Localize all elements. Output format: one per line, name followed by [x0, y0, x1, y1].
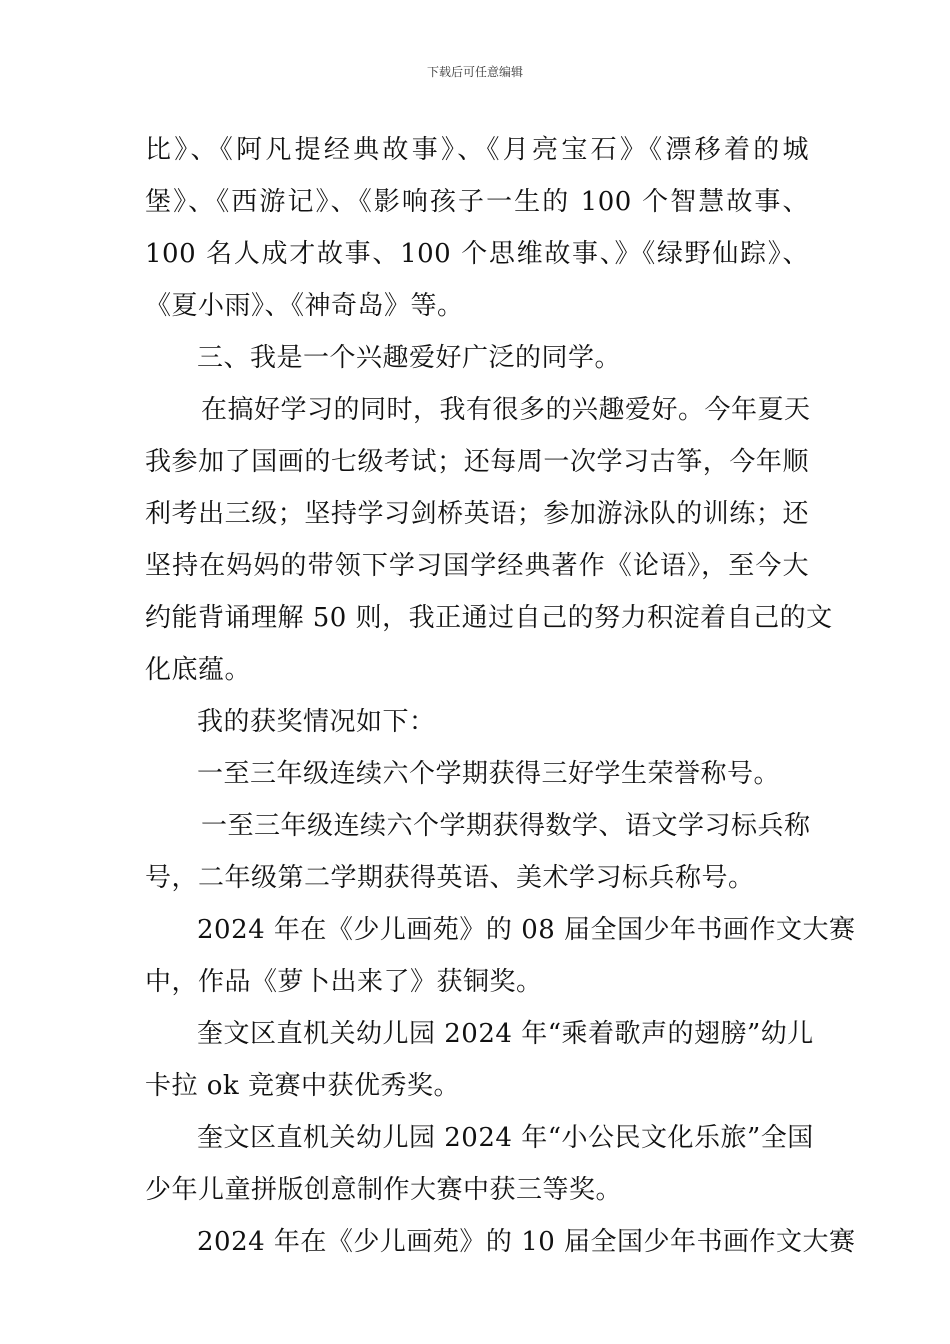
text-line: 一至三年级连续六个学期获得数学、语文学习标兵称	[201, 811, 811, 841]
document-body	[145, 124, 856, 1268]
text-line: 堡》、《西游记》、《影响孩子一生的 100 个智慧故事、	[145, 187, 809, 217]
text-line: 约能背诵理解 50 则，我正通过自己的努力积淀着自己的文	[145, 603, 833, 633]
text-line: 奎文区直机关幼儿园 2024 年“小公民文化乐旅”全国	[197, 1123, 814, 1153]
text-line: 号，二年级第二学期获得英语、美术学习标兵称号。	[145, 863, 755, 893]
text-line: 2024 年在《少儿画苑》的 08 届全国少年书画作文大赛	[197, 915, 856, 945]
text-line: 我的获奖情况如下：	[197, 707, 436, 737]
text-line: 一至三年级连续六个学期获得三好学生荣誉称号。	[197, 759, 781, 789]
text-line: 坚持在妈妈的带领下学习国学经典著作《论语》，至今大	[145, 551, 809, 581]
text-line: 比》、《阿凡提经典故事》、《月亮宝石》《漂移着的城	[145, 135, 809, 165]
text-line: 卡拉 ok 竞赛中获优秀奖。	[145, 1071, 460, 1101]
text-line: 化底蕴。	[145, 655, 252, 685]
section-heading: 三、我是一个兴趣爱好广泛的同学。	[197, 343, 622, 373]
page-header: 下载后可任意编辑	[426, 65, 523, 79]
text-line: 在搞好学习的同时，我有很多的兴趣爱好。今年夏天	[201, 395, 811, 425]
text-line: 利考出三级；坚持学习剑桥英语；参加游泳队的训练；还	[145, 499, 809, 529]
text-line: 中，作品《萝卜出来了》获铜奖。	[145, 967, 543, 997]
text-line: 《夏小雨》、《神奇岛》等。	[145, 291, 464, 321]
text-line: 少年儿童拼版创意制作大赛中获三等奖。	[145, 1175, 623, 1205]
text-line: 100 名人成才故事、100 个思维故事、》《绿野仙踪》、	[145, 239, 809, 269]
text-line: 奎文区直机关幼儿园 2024 年“乘着歌声的翅膀”幼儿	[197, 1019, 814, 1049]
text-line: 2024 年在《少儿画苑》的 10 届全国少年书画作文大赛	[197, 1227, 856, 1257]
text-line: 我参加了国画的七级考试；还每周一次学习古筝，今年顺	[145, 447, 809, 477]
